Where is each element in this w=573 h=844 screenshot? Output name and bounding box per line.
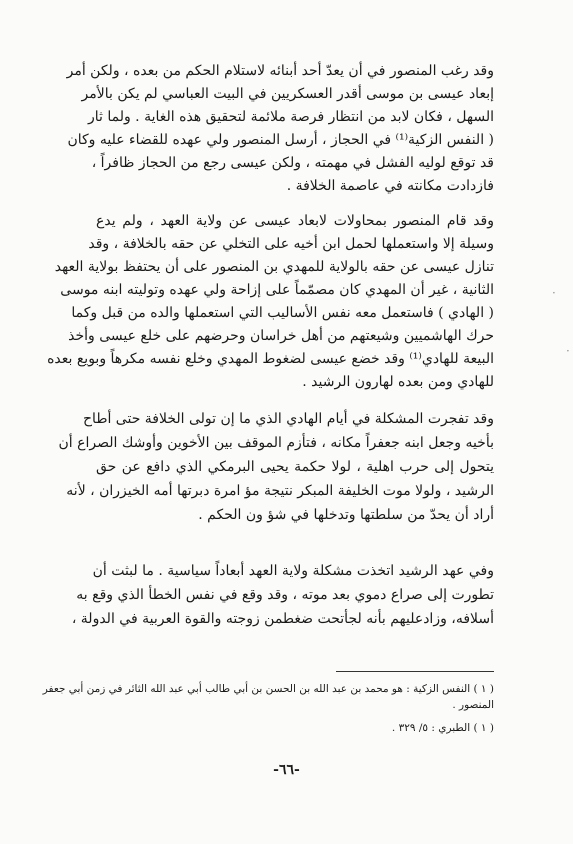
text-line: ( الهادي ) فاستعمل معه نفس الأساليب التي استعملها والده من قبل وكما bbox=[71, 305, 494, 321]
page-number: -٦٦- bbox=[273, 762, 300, 778]
text-line: وفي عهد الرشيد اتخذت مشكلة ولاية العهد أبعاداً سياسية . ما لبثت أن bbox=[92, 563, 494, 579]
text-line: قد توقع لوليه الفشل في مهمته ، ولكن عيسى رجع من الحجاز ظافراً ، bbox=[91, 155, 494, 171]
footnote-separator bbox=[336, 671, 494, 672]
text-line: بأخيه وجعل ابنه جعفراً مكانه ، فتأزم الموقف بين الأخوين وأوشك الصراع أن bbox=[58, 435, 494, 451]
text-line: حرك الهاشميين وشيعتهم من أهل خراسان وحرضهم على خلع عيسى وأخذ bbox=[68, 328, 494, 344]
text-line: أراد أن يحدّ من سلطتها وتدخلها في شؤ ون الحكم . bbox=[198, 507, 494, 523]
scan-speck: · bbox=[552, 286, 556, 300]
text-line: فازدادت مكانته في عاصمة الخلافة . bbox=[286, 178, 494, 194]
text-line: تنازل عيسى عن حقه بالولاية للمهدي بن المنصور على أن يحتفظ بولاية العهد bbox=[54, 259, 494, 275]
text-line: للهادي ومن بعده لهارون الرشيد . bbox=[302, 374, 494, 390]
footnote: ( ١ ) الطبري : ٥/ ٣٢٩ . bbox=[391, 722, 494, 734]
text-line: ( النفس الزكية⁽¹⁾ في الحجاز ، أرسل المنصور ولي عهده للقضاء عليه وكان bbox=[67, 132, 494, 148]
text-line: وقد قام المنصور بمحاولات لابعاد عيسى عن ولاية العهد ، ولم يدع bbox=[96, 213, 494, 229]
text-line: وقد تفجرت المشكلة في أيام الهادي الذي ما إن تولى الخلافة حتى أطاح bbox=[83, 411, 494, 427]
text-line: الرشيد ، ولولا موت الخليفة المبكر نتيجة مؤ امرة دبرتها أمه الخيزران ، لأنه bbox=[66, 483, 494, 499]
text-line: السهل ، فكان لابد من انتظار فرصة ملائمة لتحقيق هذه الغاية . ولما ثار bbox=[87, 109, 494, 125]
text-line: وقد رغب المنصور في أن يعدّ أحد أبنائه لاستلام الحكم من بعده ، ولكن أمر bbox=[66, 63, 494, 79]
text-line: إبعاد عيسى بن موسى أقدر العسكريين في البيت العباسي لم يكن بالأمر bbox=[81, 86, 494, 102]
text-line: الثانية ، غير أن المهدي كان مصمّماً على إزاحة ولي عهده وتوليته ابنه موسى bbox=[60, 282, 494, 298]
footnote: ( ١ ) النفس الزكية : هو محمد بن عبد الله بن الحسن بن أبي طالب أبي عبد الله الثائر في زمن أبي جعفر bbox=[42, 683, 494, 695]
text-line: البيعة للهادي⁽¹⁾ وقد خضع عيسى لضغوط المهدي وخلع نفسه مكرهاً وبويع بعده bbox=[47, 351, 494, 367]
text-line: يتحول إلى حرب اهلية ، لولا حكمة يحيى البرمكي الذي دافع عن حق bbox=[96, 459, 494, 475]
scan-speck: · bbox=[566, 344, 570, 358]
text-line: وسيلة إلا واستعملها لحمل ابن أخيه على التخلي عن حقه بالخلافة ، وقد bbox=[88, 236, 494, 252]
text-line: أسلافه، وزادعليهم بأنه لجأتحت ضغطمن زوجته والقوة العربية في الدولة ، bbox=[71, 611, 494, 627]
text-line: تطورت إلى صراع دموي بعد موته ، وقد وقع في نفس الخطأ الذي وقع به bbox=[76, 587, 494, 603]
footnote-continuation: المنصور . bbox=[452, 699, 494, 711]
